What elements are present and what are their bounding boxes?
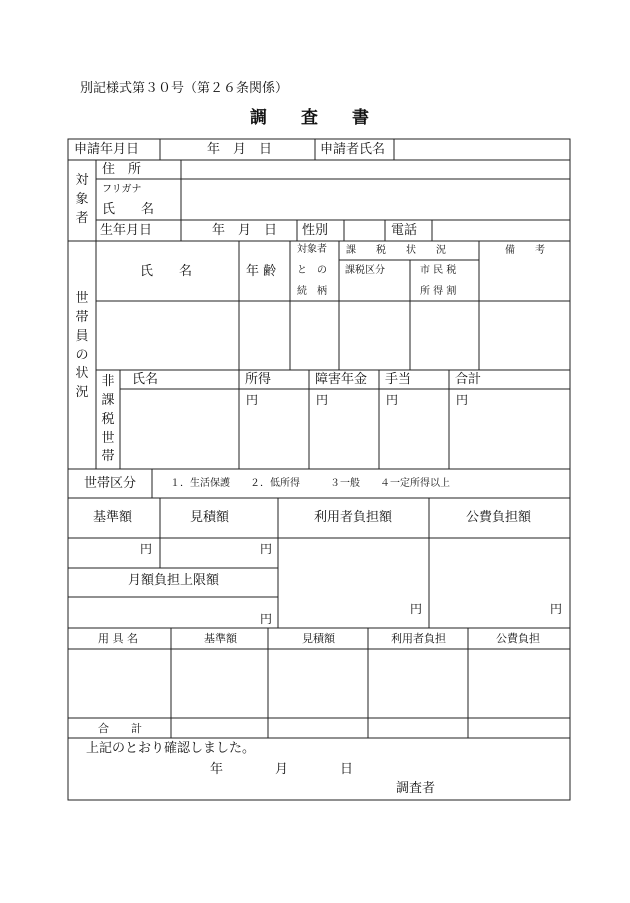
monthly-cap-label: 月額負担上限額: [128, 573, 220, 588]
equipment-total-label: 合 計: [98, 722, 142, 735]
page-title: 調 査 書: [250, 108, 369, 128]
subject-section-label: 対象者: [75, 173, 89, 226]
remarks-header: 備 考: [505, 245, 545, 256]
household-category-label: 世帯区分: [84, 476, 137, 491]
equipment-user-burden-header: 利用者負担: [391, 632, 446, 645]
public-burden-header: 公費負担額: [466, 510, 532, 525]
total-header: 合計: [455, 372, 482, 387]
phone-label: 電話: [391, 223, 418, 238]
equipment-estimate-header: 見積額: [302, 632, 335, 645]
form-reference: 別記様式第３０号（第２６条関係）: [80, 81, 289, 96]
household-section-label: 世帯員の状況: [75, 291, 89, 401]
household-name-header: 氏 名: [140, 264, 193, 279]
public-burden-yen: 円: [550, 602, 563, 616]
nontaxable-label: 非課税世帯: [101, 374, 115, 465]
municipal-tax-header-2: 所 得 割: [420, 286, 457, 297]
birthdate-label: 生年月日: [100, 223, 153, 238]
application-date-value: 年 月 日: [207, 142, 273, 157]
tax-category-header: 課税区分: [345, 265, 385, 276]
relation-header-2: と の: [297, 265, 327, 276]
relation-header-1: 対象者: [297, 244, 327, 255]
investigator-label: 調査者: [396, 781, 436, 796]
address-label: 住 所: [102, 162, 142, 177]
income-header: 所得: [245, 372, 272, 387]
age-header: 年 齢: [246, 264, 277, 279]
equipment-standard-header: 基準額: [204, 632, 237, 645]
pension-yen: 円: [316, 393, 329, 407]
user-burden-header: 利用者負担額: [314, 510, 393, 525]
furigana-label: フリガナ: [102, 184, 142, 195]
sex-label: 性別: [302, 223, 329, 238]
allowance-header: 手当: [385, 372, 412, 387]
monthly-cap-yen: 円: [260, 612, 273, 626]
estimate-amount-header: 見積額: [190, 510, 230, 525]
household-category-options: １．生活保護 ２．低所得 ３一般 ４一定所得以上: [170, 478, 450, 489]
birthdate-value: 年 月 日: [212, 223, 278, 238]
estimate-yen: 円: [260, 542, 273, 556]
municipal-tax-header-1: 市 民 税: [420, 265, 457, 276]
equipment-public-burden-header: 公費負担: [496, 632, 540, 645]
income-yen: 円: [246, 393, 259, 407]
allowance-yen: 円: [386, 393, 399, 407]
nontaxable-name-header: 氏名: [132, 372, 159, 387]
relation-header-3: 続 柄: [297, 286, 327, 297]
standard-amount-header: 基準額: [93, 510, 133, 525]
user-burden-yen: 円: [410, 602, 423, 616]
confirmation-statement: 上記のとおり確認しました。: [86, 741, 256, 756]
confirmation-date: 年 月 日: [210, 762, 354, 777]
standard-yen: 円: [140, 542, 153, 556]
name-label: 氏 名: [102, 202, 155, 217]
equipment-name-header: 用 具 名: [98, 632, 138, 645]
tax-status-header: 課 税 状 況: [346, 245, 446, 256]
application-date-label: 申請年月日: [74, 142, 140, 157]
disability-pension-header: 障害年金: [315, 372, 368, 387]
applicant-name-label: 申請者氏名: [320, 142, 386, 157]
total-yen: 円: [456, 393, 469, 407]
